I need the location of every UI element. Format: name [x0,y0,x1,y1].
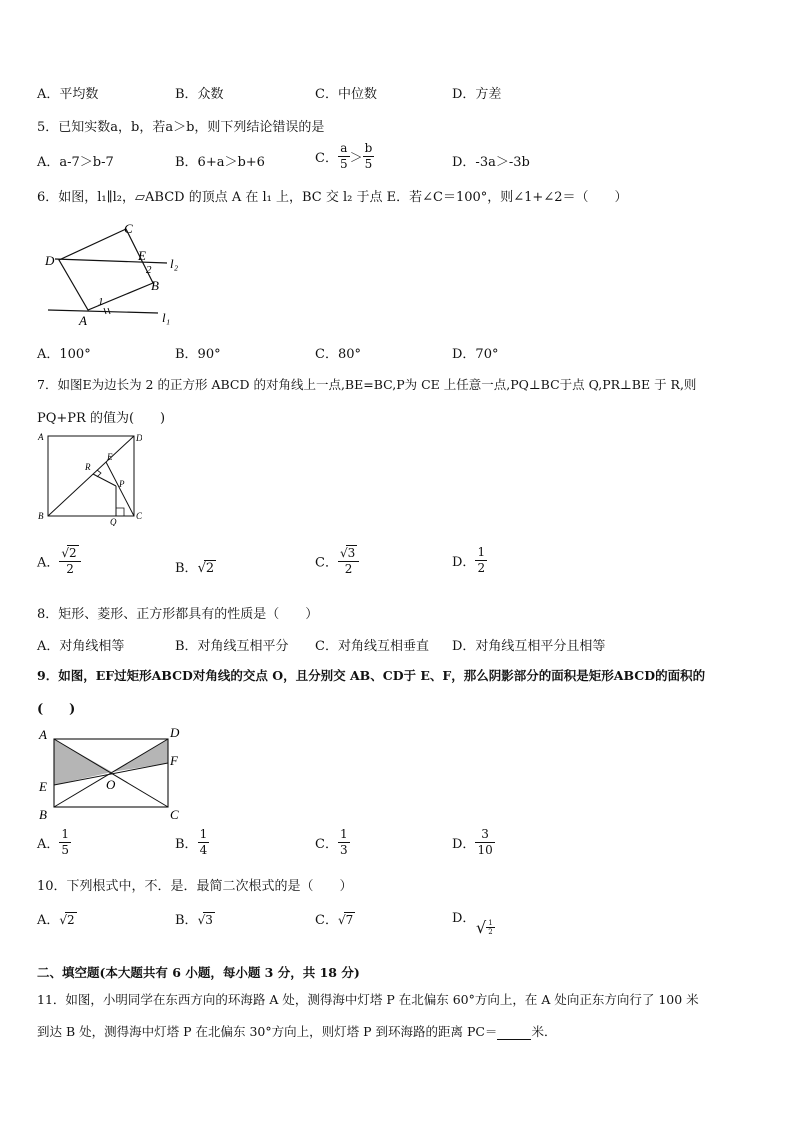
q8-option-d: D．对角线互相平分且相等 [452,639,606,654]
q9-label-d: D [170,725,180,740]
q9-option-c: C． $\frac{1}{3}$ [315,827,348,857]
q8-stem: 8．矩形、菱形、正方形都具有的性质是（ ） [37,607,319,622]
q10-option-b: B．√3 [175,913,213,928]
q4-option-b: B．众数 [175,87,224,102]
section-2-heading: 二、填空题(本大题共有 6 小题，每小题 3 分，共 18 分) [37,965,360,980]
q6-option-b: B．90° [175,347,221,362]
q6-option-a: A．100° [37,347,91,362]
q6-figure [40,218,200,330]
q9-label-a: A [39,727,47,742]
q7-label-b: B [38,511,44,521]
q7-label-e: E [107,452,113,462]
q4-option-c: C．中位数 [315,87,377,102]
q8-option-a: A．对角线相等 [37,639,125,654]
q10-option-c: C．√7 [315,913,354,928]
q6-stem: 6．如图，l₁∥l₂，▱ABCD 的顶点 A 在 l₁ 上，BC 交 l₂ 于点 E．若∠C＝100°，则∠1+∠2＝（ ） [37,190,628,205]
q5-stem: 5．已知实数a，b，若a＞b，则下列结论错误的是 [37,120,325,135]
q9-label-f: F [170,753,178,768]
q9-stem-line1: 9．如图，EF过矩形ABCD对角线的交点 O，且分别交 AB、CD于 E、F，那么阴影部分的面积是矩形ABCD的面积的 [37,668,706,683]
q7-option-b: B．√2 [175,561,215,576]
q7-label-q: Q [110,517,117,526]
q7-option-a: A． $\frac{√2}{2}$ [37,545,81,577]
q6-label-angle2: 2 [146,264,152,276]
q9-label-e: E [39,779,47,794]
q5-option-c: C． $\frac{a}{5}$ ＞ $\frac{b}{5}$ [315,141,373,171]
q9-option-a: A． $\frac{1}{5}$ [37,827,70,857]
q8-option-c: C．对角线互相垂直 [315,639,429,654]
q5-option-b: B．6+a＞b+6 [175,155,265,170]
q5-option-d: D．-3a＞-3b [452,155,530,170]
q9-label-b: B [39,807,47,822]
q5-option-a: A．a-7＞b-7 [37,155,114,170]
q6-label-d: D [45,253,55,268]
q6-label-e: E [138,248,146,263]
q11-stem-line1: 11．如图，小明同学在东西方向的环海路 A 处，测得海中灯塔 P 在北偏东 60°方向上，在 A 处向正东方向行了 100 米 [37,992,699,1007]
q7-label-c: C [136,511,142,521]
q6-label-l1: l₁ [162,310,171,325]
q9-label-o: O [106,777,116,792]
q4-option-d: D．方差 [452,87,502,102]
q7-stem-line1: 7．如图E为边长为 2 的正方形 ABCD 的对角线上一点,BE=BC,P为 CE 上任意一点,PQ⊥BC于点 Q,PR⊥BE 于 R,则 [37,377,697,392]
q6-label-b: B [151,278,159,293]
q7-figure [36,430,142,526]
q11-stem-line2: 到达 B 处，测得海中灯塔 P 在北偏东 30°方向上，则灯塔 P 到环海路的距离 PC＝ 米． [37,1024,557,1039]
q6-option-d: D．70° [452,347,499,362]
q9-option-b: B． $\frac{1}{4}$ [175,827,208,857]
q11-answer-blank[interactable] [497,1024,531,1040]
q9-stem-line2: ( ) [37,702,76,717]
q7-label-r: R [85,462,91,472]
q6-label-angle1: 1 [98,296,104,308]
q10-option-d-radical: √ $\frac{1}{2}$ [476,918,493,937]
q7-option-c: C． $\frac{√3}{2}$ [315,545,359,577]
q9-figure [36,725,186,823]
q9-label-c: C [170,807,179,822]
q6-label-a: A [79,313,87,328]
q7-label-a: A [38,432,44,442]
q6-label-c: C [124,221,133,236]
q8-option-b: B．对角线互相平分 [175,639,289,654]
q9-option-d: D． $\frac{3}{10}$ [452,827,493,857]
q7-stem-line2: PQ+PR 的值为( ) [37,411,166,426]
q10-stem: 10．下列根式中，不．是．最简二次根式的是（ ） [37,879,353,894]
q6-option-c: C．80° [315,347,361,362]
q10-option-a: A．√2 [37,913,75,928]
q7-label-d: D [136,433,142,443]
q10-option-d: D． [452,911,476,926]
q7-label-p: P [119,479,125,489]
q7-option-d: D． $\frac{1}{2}$ [452,545,486,575]
q6-label-l2: l₂ [170,256,179,271]
q4-option-a: A．平均数 [37,87,99,102]
